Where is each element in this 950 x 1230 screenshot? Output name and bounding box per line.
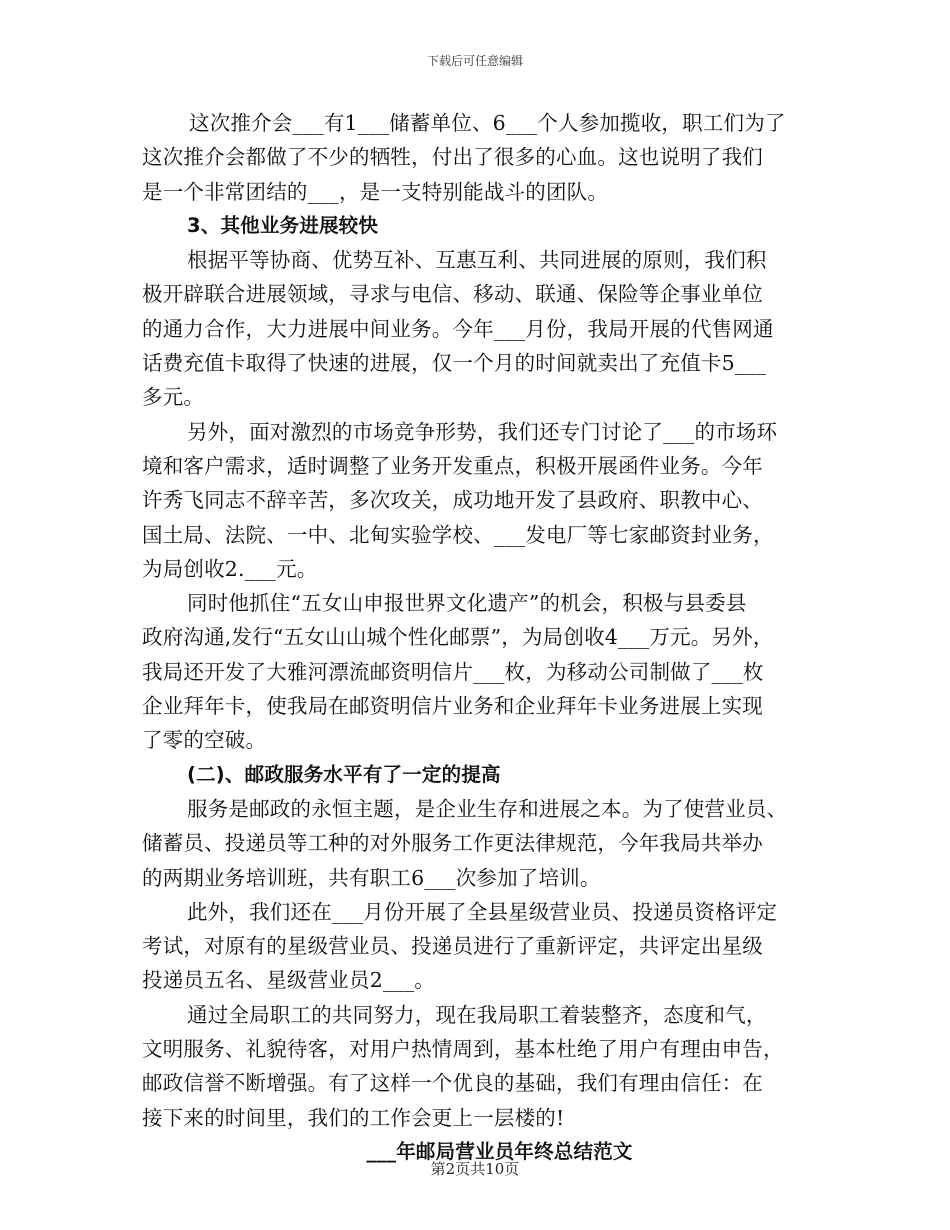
text-line: 此外，我们还在___月份开展了全县星级营业员、投递员资格评定 [187,899,778,924]
text-line: 境和客户需求，适时调整了业务开发重点，积极开展函件业务。今年 [142,453,763,478]
document-body [142,106,822,1169]
text-line: 同时他抓住“五女山申报世界文化遗产”的机会，积极与县委县 [187,591,747,616]
text-line: 了零的空破。 [142,728,267,753]
document-title: ___年邮局营业员年终总结范文 [366,1139,633,1163]
text-line: 根据平等协商、优势互补、互惠互利、共同进展的原则，我们积 [187,248,767,273]
text-line: 话费充值卡取得了快速的进展，仅一个月的时间就卖出了充值卡5___ [142,351,767,376]
text-line: 国土局、法院、一中、北甸实验学校、___发电厂等七家邮资封业务， [142,522,774,547]
text-line: 服务是邮政的永恒主题，是企业生存和进展之本。为了使营业员、 [187,796,788,821]
section-heading: (二)、邮政服务水平有了一定的提高 [187,762,501,786]
text-line: 考试，对原有的星级营业员、投递员进行了重新评定，共评定出星级 [142,934,763,959]
text-line: 通过全局职工的共同努力，现在我局职工着装整齐，态度和气， [187,1002,767,1027]
text-line: 极开辟联合进展领域，寻求与电信、移动、联通、保险等企事业单位 [142,282,763,307]
page-number: 第2页共10页 [430,1160,520,1178]
text-line: 接下来的时间里，我们的工作会更上一层楼的! [142,1105,565,1130]
section-heading: 3、其他业务进展较快 [187,213,379,237]
text-line: 政府沟通,发行“五女山山城个性化邮票”，为局创收4___万元。另外， [142,625,774,650]
text-line: 许秀飞同志不辞辛苦，多次攻关，成功地开发了县政府、职教中心、 [142,488,763,513]
text-line: 文明服务、礼貌待客，对用户热情周到，基本杜绝了用户有理由申告， [142,1037,784,1062]
text-line: 是一个非常团结的___，是一支特别能战斗的团队。 [142,179,609,204]
text-line: 的两期业务培训班，共有职工6___次参加了培训。 [142,865,601,890]
text-line: 投递员五名、星级营业员2___。 [142,968,435,993]
text-line: 这次推介会都做了不少的牺牲，付出了很多的心血。这也说明了我们 [142,145,763,170]
text-line: 邮政信誉不断增强。有了这样一个优良的基础，我们有理由信任：在 [142,1071,763,1096]
text-line: 另外，面对激烈的市场竞争形势，我们还专门讨论了___的市场环 [187,419,778,444]
text-line: 储蓄员、投递员等工种的对外服务工作更法律规范，今年我局共举办 [142,831,763,856]
text-line: 我局还开发了大雅河漂流邮资明信片___枚，为移动公司制做了___枚 [142,659,764,684]
text-line: 这次推介会___有1___储蓄单位、6___个人参加揽收，职工们为了 [189,111,786,135]
header-note: 下载后可任意编辑 [426,54,523,68]
text-line: 多元。 [142,385,205,410]
text-line: 企业拜年卡，使我局在邮资明信片业务和企业拜年卡业务进展上实现 [142,694,763,719]
text-line: 的通力合作，大力进展中间业务。今年___月份，我局开展的代售网通 [142,316,774,341]
text-line: 为局创收2.___元。 [142,556,318,581]
